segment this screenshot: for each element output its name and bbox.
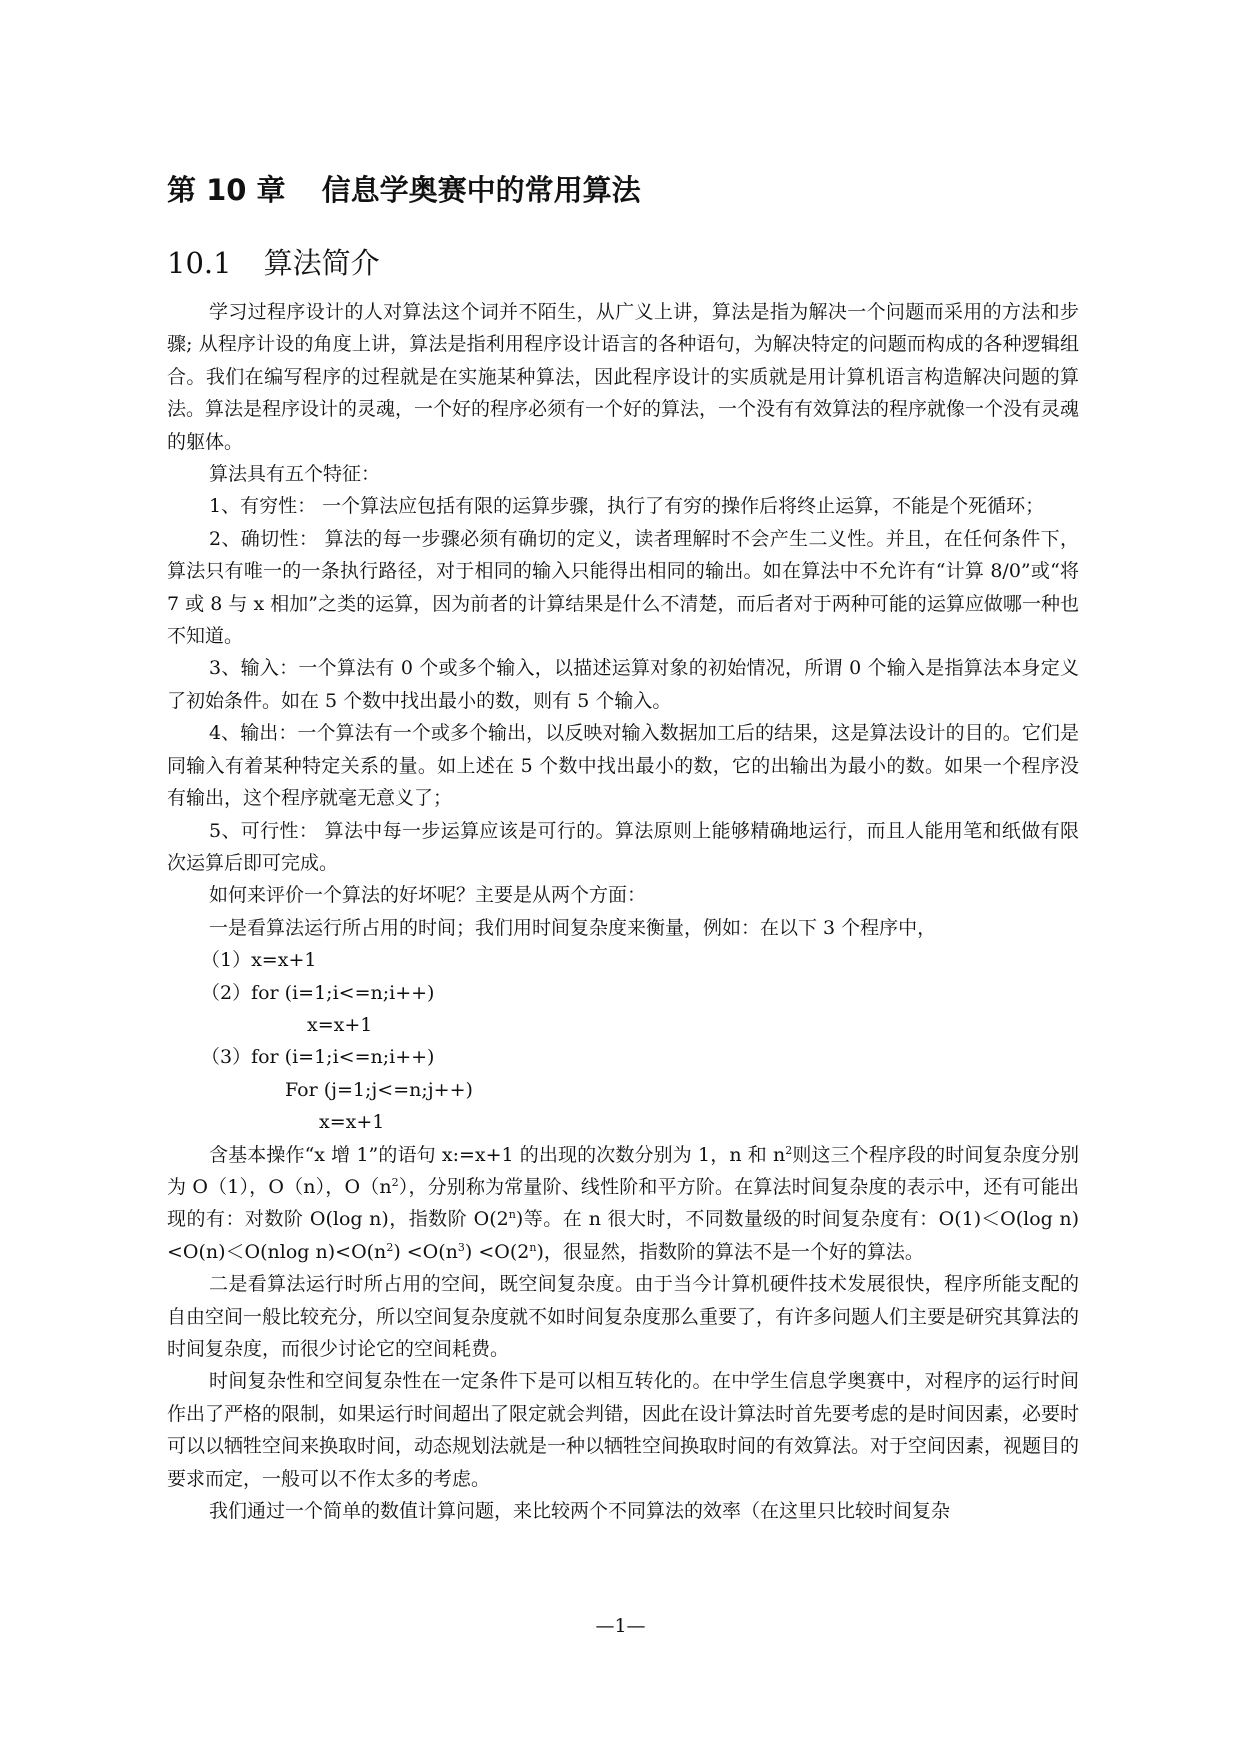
paragraph-features-intro: 算法具有五个特征：	[209, 463, 381, 486]
feature-input: 3、输入：一个算法有 0 个或多个输入，以描述运算对象的初始情况，所谓 0 个输入是指算法本身定义了初始条件。如在 5 个数中找出最小的数，则有 5 个输入。	[167, 657, 1079, 712]
section-number: 10.1	[167, 246, 232, 280]
paragraph-time: 一是看算法运行所占用的时间；我们用时间复杂度来衡量，例如：在以下 3 个程序中，	[209, 916, 937, 939]
paragraph-space: 二是看算法运行时所占用的空间，既空间复杂度。由于当今计算机硬件技术发展很快，程序所能支配的自由空间一般比较充分，所以空间复杂度就不如时间复杂度那么重要了，有许多问题人们主要是研究其算法的时间复杂度，而很少讨论它的空间耗费。	[167, 1273, 1080, 1360]
paragraph-tradeoff: 时间复杂性和空间复杂性在一定条件下是可以相互转化的。在中学生信息学奥赛中，对程序的运行时间作出了严格的限制，如果运行时间超出了限定就会判错，因此在设计算法时首先要考虑的是时间因素，必要时可以以牺牲空间来换取时间，动态规划法就是一种以牺牲空间换取时间的有效算法。对于空间因素，视题目的要求而定，一般可以不作太多的考虑。	[167, 1370, 1080, 1490]
code-line-5: For (j=1;j<=n;j++)	[285, 1078, 473, 1101]
paragraph-intro: 学习过程序设计的人对算法这个词并不陌生，从广义上讲，算法是指为解决一个问题而采用的方法和步骤; 从程序计设的角度上讲，算法是指利用程序设计语言的各种语句，为解决特定的问题而构成的各种逻辑组合。我们在编写程序的过程就是在实施某种算法，因此程序设计的实质就是用计算机语言构造解决问题的算法。算法是程序设计的灵魂，一个好的程序必须有一个好的算法，一个没有有效算法的程序就像一个没有灵魂的躯体。	[167, 301, 1080, 453]
feature-output: 4、输出：一个算法有一个或多个输出，以反映对输入数据加工后的结果，这是算法设计的目的。它们是同输入有着某种特定关系的量。如上述在 5 个数中找出最小的数，它的出输出为最小的数。如果一个程序没有输出，这个程序就毫无意义了；	[167, 722, 1079, 810]
code-line-1: （1）x=x+1	[201, 949, 317, 972]
chapter-title-text: 信息学奥赛中的常用算法	[321, 173, 641, 207]
paragraph-complexity: 含基本操作“x 增 1”的语句 x:=x+1 的出现的次数分别为 1，n 和 $n^2$则这三个程序段的时间复杂度分别为 O（1），O（n），$O(n^2)$，分别称为常量阶、线性阶和平方阶。在算法时间复杂度的表示中，还有可能出现的有：对数阶 O(log n)，指数阶 O(2$^n$)等。在 n 很大时，不同数量级的时间复杂度有：O(1)＜O(log n)<O(n)＜O(nlog $n)<O(n^2) <O(n^3) <O(2^n)$，很显然，指数阶的算法不是一个好的算法。	[167, 1143, 1079, 1263]
code-line-6: x=x+1	[319, 1111, 385, 1134]
code-line-2: （2）for (i=1;i<=n;i++)	[201, 981, 435, 1004]
code-line-4: （3）for (i=1;i<=n;i++)	[201, 1046, 435, 1069]
code-line-3: x=x+1	[307, 1013, 373, 1036]
feature-feasibility: 5、可行性： 算法中每一步运算应该是可行的。算法原则上能够精确地运行，而且人能用笔和纸做有限次运算后即可完成。	[167, 819, 1079, 874]
section-title-text: 算法简介	[263, 246, 380, 280]
paragraph-example: 我们通过一个简单的数值计算问题，来比较两个不同算法的效率（在这里只比较时间复杂	[209, 1500, 951, 1523]
chapter-number: 第 10 章	[167, 173, 286, 207]
chapter-title	[167, 170, 1067, 210]
feature-definiteness: 2、确切性： 算法的每一步骤必须有确切的定义，读者理解时不会产生二义性。并且，在任何条件下，算法只有唯一的一条执行路径，对于相同的输入只能得出相同的输出。如在算法中不允许有“计算 8/0”或“将 7 或 8 与 x 相加”之类的运算，因为前者的计算结果是什么不清楚，而后者对于两种可能的运算应做哪一种也不知道。	[167, 527, 1079, 648]
paragraph-evaluation: 如何来评价一个算法的好坏呢？主要是从两个方面：	[209, 884, 647, 907]
page-number: —1—	[595, 1615, 646, 1637]
section-title	[167, 243, 1067, 283]
body-text	[167, 296, 1079, 1527]
feature-finiteness: 1、有穷性： 一个算法应包括有限的运算步骤，执行了有穷的操作后将终止运算，不能是个死循环；	[209, 495, 1045, 518]
